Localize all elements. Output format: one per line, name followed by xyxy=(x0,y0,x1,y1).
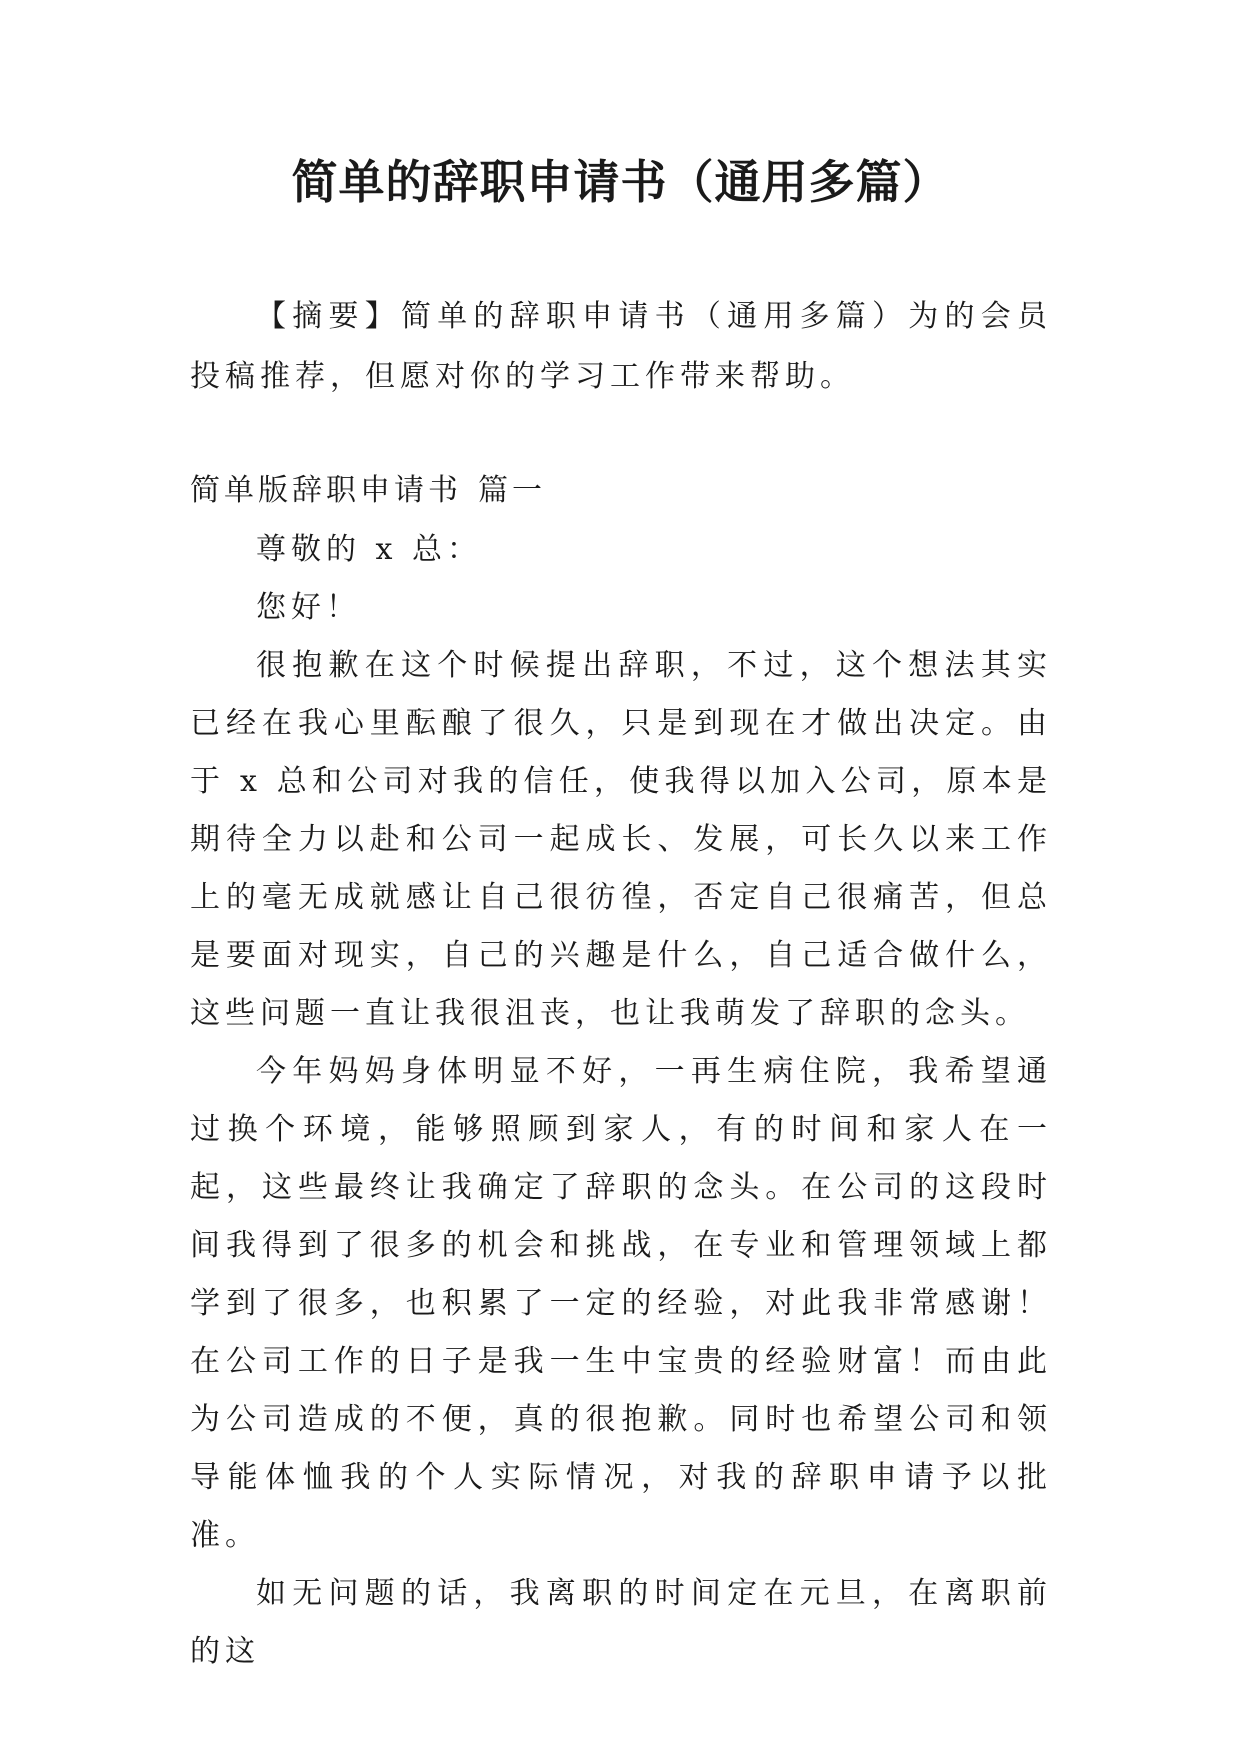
section-heading xyxy=(190,462,546,520)
body-paragraph-2: 今年妈妈身体明显不好，一再生病住院，我希望通过换个环境，能够照顾到家人，有的时间和家人在一起，这些最终让我确定了辞职的念头。在公司的这段时间我得到了很多的机会和挑战，在专业和管理领域上都学到了很多，也积累了一定的经验，对此我非常感谢！在公司工作的日子是我一生中宝贵的经验财富！而由此为公司造成的不便，真的很抱歉。同时也希望公司和领导能体恤我的个人实际情况，对我的辞职申请予以批准。 xyxy=(190,1054,1052,1553)
body-paragraph-1: 很抱歉在这个时候提出辞职，不过，这个想法其实已经在我心里酝酿了很久，只是到现在才做出决定。由于 x 总和公司对我的信任，使我得以加入公司，原本是期待全力以赴和公司一起成长、发展，可长久以来工作上的毫无成就感让自己很彷徨，否定自己很痛苦，但总是要面对现实，自己的兴趣是什么，自己适合做什么，这些问题一直让我很沮丧，也让我萌发了辞职的念头。 xyxy=(190,648,1052,1031)
letter-body xyxy=(190,521,1052,1681)
section-heading-text: 简单版辞职申请书 xyxy=(190,473,462,508)
salutation: 尊敬的 x 总： xyxy=(256,532,482,567)
abstract-paragraph: 【摘要】简单的辞职申请书（通用多篇）为的会员投稿推荐，但愿对你的学习工作带来帮助。 xyxy=(190,299,1052,394)
section-part-label: 篇一 xyxy=(478,473,546,508)
greeting: 您好！ xyxy=(256,590,361,625)
document-title: 简单的辞职申请书（通用多篇） xyxy=(291,155,950,209)
body-paragraph-3: 如无问题的话，我离职的时间定在元旦，在离职前的这 xyxy=(190,1576,1052,1669)
